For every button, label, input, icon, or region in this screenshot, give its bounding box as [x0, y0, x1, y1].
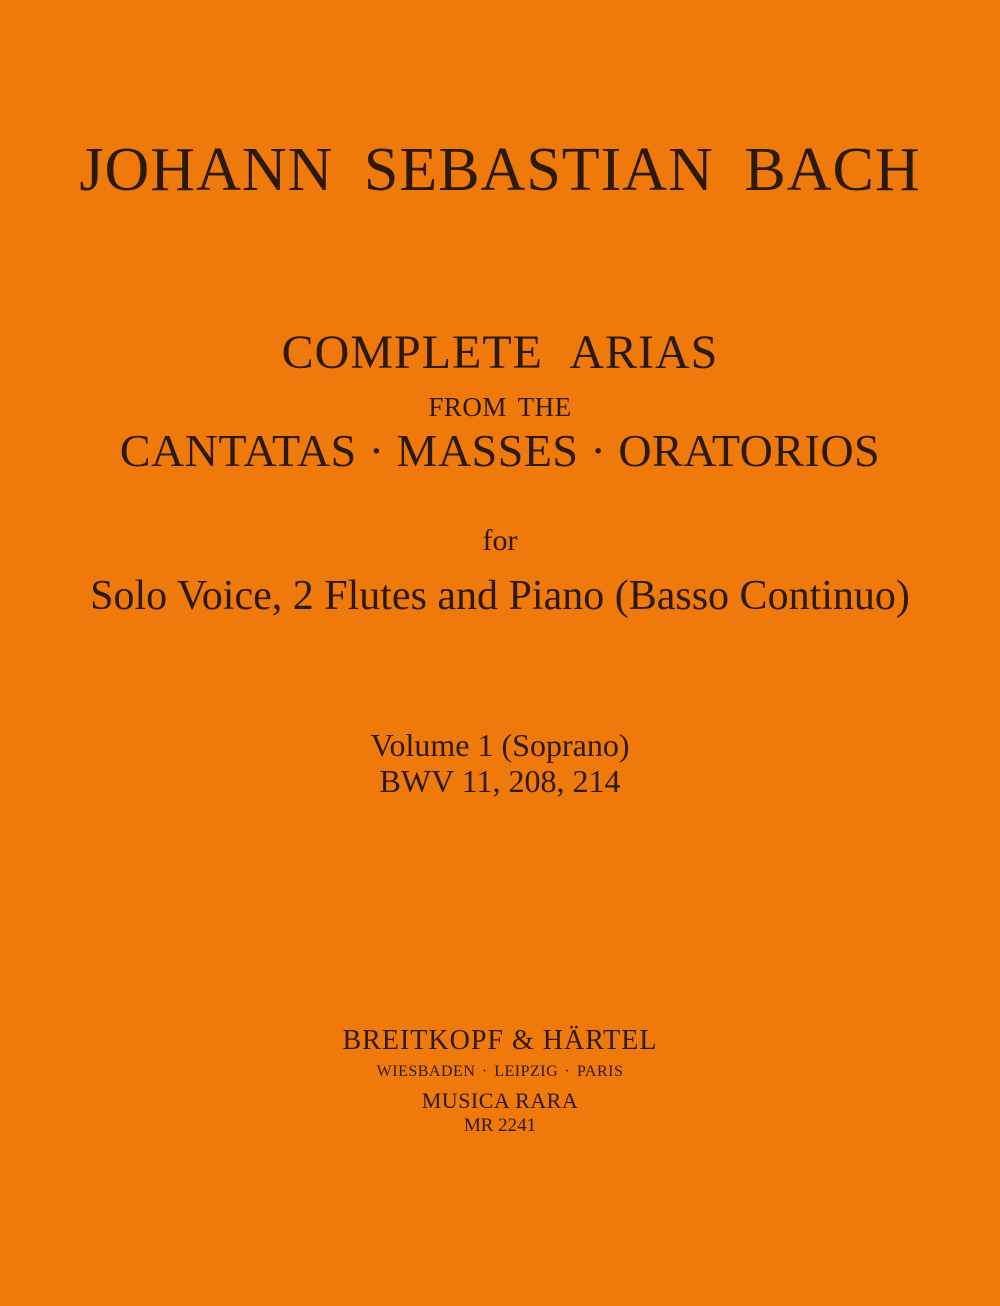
composer-name: JOHANN SEBASTIAN BACH	[79, 136, 921, 204]
imprint-name: MUSICA RARA	[421, 1088, 579, 1113]
plate-number: MR 2241	[463, 1115, 537, 1136]
bwv-numbers-line: BWV 11, 208, 214	[379, 763, 621, 799]
publisher-cities: WIESBADEN · LEIPZIG · PARIS	[376, 1063, 624, 1080]
sources-line: CANTATAS · MASSES · ORATORIOS	[119, 425, 881, 476]
instrumentation-line: Solo Voice, 2 Flutes and Piano (Basso Continuo)	[90, 573, 910, 619]
for-label: for	[482, 524, 518, 557]
work-title: COMPLETE ARIAS	[281, 326, 719, 379]
volume-line: Volume 1 (Soprano)	[370, 727, 630, 763]
from-the-label: FROM THE	[428, 392, 572, 422]
publisher-name: BREITKOPF & HÄRTEL	[342, 1025, 658, 1056]
